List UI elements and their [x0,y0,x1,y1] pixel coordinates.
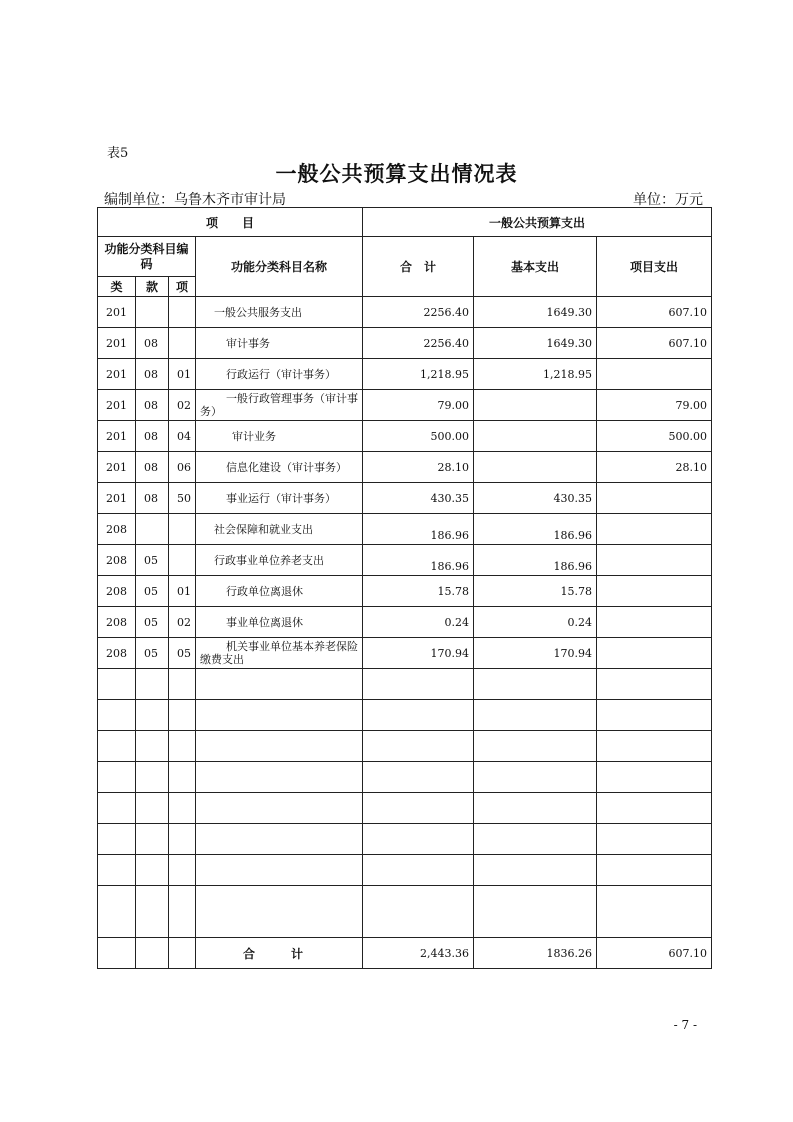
basic-cell: 0.24 [474,607,597,638]
section-code [136,297,169,328]
project-cell [597,514,712,545]
section-code: 05 [136,607,169,638]
basic-cell: 186.96 [474,514,597,545]
table-row [98,607,712,638]
item-code [169,514,196,545]
section-code: 08 [136,421,169,452]
subject-name: 一般行政管理事务（审计事务） [196,390,363,421]
item-code [169,328,196,359]
section-code [136,514,169,545]
empty-row [98,700,712,731]
project-exp-header: 项目支出 [597,237,712,297]
budget-table [97,207,712,969]
class-code: 201 [98,390,136,421]
total-row-blank [98,938,136,969]
empty-row [98,855,712,886]
table-row [98,638,712,669]
section-code: 05 [136,576,169,607]
class-code: 201 [98,452,136,483]
empty-row [98,886,712,938]
total-cell: 79.00 [363,390,474,421]
section-code: 05 [136,545,169,576]
project-cell [597,638,712,669]
name-header: 功能分类科目名称 [196,237,363,297]
table-row [98,390,712,421]
project-cell: 607.10 [597,328,712,359]
basic-cell: 186.96 [474,545,597,576]
item-code [169,297,196,328]
total-cell: 28.10 [363,452,474,483]
total-cell: 186.96 [363,545,474,576]
item-code: 02 [169,390,196,421]
total-cell: 500.00 [363,421,474,452]
item-code [169,545,196,576]
subject-name: 行政单位离退休 [196,576,363,607]
class-code: 208 [98,607,136,638]
total-cell: 2256.40 [363,297,474,328]
currency-unit: 单位：万元 [633,192,703,208]
subject-name: 一般公共服务支出 [196,297,363,328]
total-row-blank [169,938,196,969]
section-code: 08 [136,452,169,483]
total-row [98,938,712,969]
total-cell: 15.78 [363,576,474,607]
total-cell: 1,218.95 [363,359,474,390]
table-row [98,359,712,390]
total-cell: 430.35 [363,483,474,514]
subject-name: 行政运行（审计事务） [196,359,363,390]
item-code: 05 [169,638,196,669]
class-header: 类 [98,277,136,297]
project-cell [597,545,712,576]
code-group-header: 功能分类科目编码 [98,237,196,277]
section-code: 08 [136,328,169,359]
section-code: 08 [136,390,169,421]
header-row-1 [98,208,712,237]
header-row-2 [98,237,712,277]
class-code: 201 [98,297,136,328]
expenditure-header: 一般公共预算支出 [363,208,712,237]
section-code: 05 [136,638,169,669]
project-cell [597,576,712,607]
basic-cell: 1649.30 [474,297,597,328]
empty-row [98,669,712,700]
basic-cell: 170.94 [474,638,597,669]
table-row [98,297,712,328]
subject-name: 审计业务 [196,421,363,452]
class-code: 208 [98,576,136,607]
subject-name: 社会保障和就业支出 [196,514,363,545]
subject-name: 事业单位离退休 [196,607,363,638]
class-code: 201 [98,328,136,359]
empty-row [98,793,712,824]
class-code: 201 [98,483,136,514]
subject-name: 机关事业单位基本养老保险缴费支出 [196,638,363,669]
table-row [98,514,712,545]
basic-cell: 1649.30 [474,328,597,359]
item-code: 04 [169,421,196,452]
project-cell: 28.10 [597,452,712,483]
project-cell: 79.00 [597,390,712,421]
total-cell: 2256.40 [363,328,474,359]
item-code: 01 [169,359,196,390]
total-label: 合 计 [196,938,363,969]
empty-row [98,824,712,855]
subject-name: 信息化建设（审计事务） [196,452,363,483]
total-header: 合 计 [363,237,474,297]
class-code: 208 [98,638,136,669]
item-code: 02 [169,607,196,638]
subject-name: 审计事务 [196,328,363,359]
class-code: 208 [98,514,136,545]
basic-cell [474,390,597,421]
grand-project-cell: 607.10 [597,938,712,969]
project-cell [597,483,712,514]
class-code: 201 [98,359,136,390]
item-code: 06 [169,452,196,483]
table-row [98,576,712,607]
subject-name: 行政事业单位养老支出 [196,545,363,576]
table-row [98,421,712,452]
table-row [98,328,712,359]
project-cell [597,607,712,638]
basic-cell: 1,218.95 [474,359,597,390]
table-number: 表5 [107,146,129,161]
class-code: 208 [98,545,136,576]
total-cell: 186.96 [363,514,474,545]
project-cell: 500.00 [597,421,712,452]
table-row [98,545,712,576]
empty-row [98,731,712,762]
total-cell: 170.94 [363,638,474,669]
table-row [98,452,712,483]
total-cell: 0.24 [363,607,474,638]
item-code: 01 [169,576,196,607]
basic-cell: 430.35 [474,483,597,514]
section-code: 08 [136,483,169,514]
total-row-blank [136,938,169,969]
grand-basic-cell: 1836.26 [474,938,597,969]
basic-cell [474,452,597,483]
section-header: 款 [136,277,169,297]
table-row [98,483,712,514]
empty-row [98,762,712,793]
section-code: 08 [136,359,169,390]
compiling-unit: 编制单位：乌鲁木齐市审计局 [104,192,286,208]
grand-total-cell: 2,443.36 [363,938,474,969]
page-number: - 7 - [673,1018,697,1032]
basic-header: 基本支出 [474,237,597,297]
class-code: 201 [98,421,136,452]
project-cell [597,359,712,390]
page-title: 一般公共预算支出情况表 [275,162,518,186]
subject-name: 事业运行（审计事务） [196,483,363,514]
basic-cell: 15.78 [474,576,597,607]
item-code: 50 [169,483,196,514]
project-cell: 607.10 [597,297,712,328]
basic-cell [474,421,597,452]
project-header: 项 目 [98,208,363,237]
item-header: 项 [169,277,196,297]
